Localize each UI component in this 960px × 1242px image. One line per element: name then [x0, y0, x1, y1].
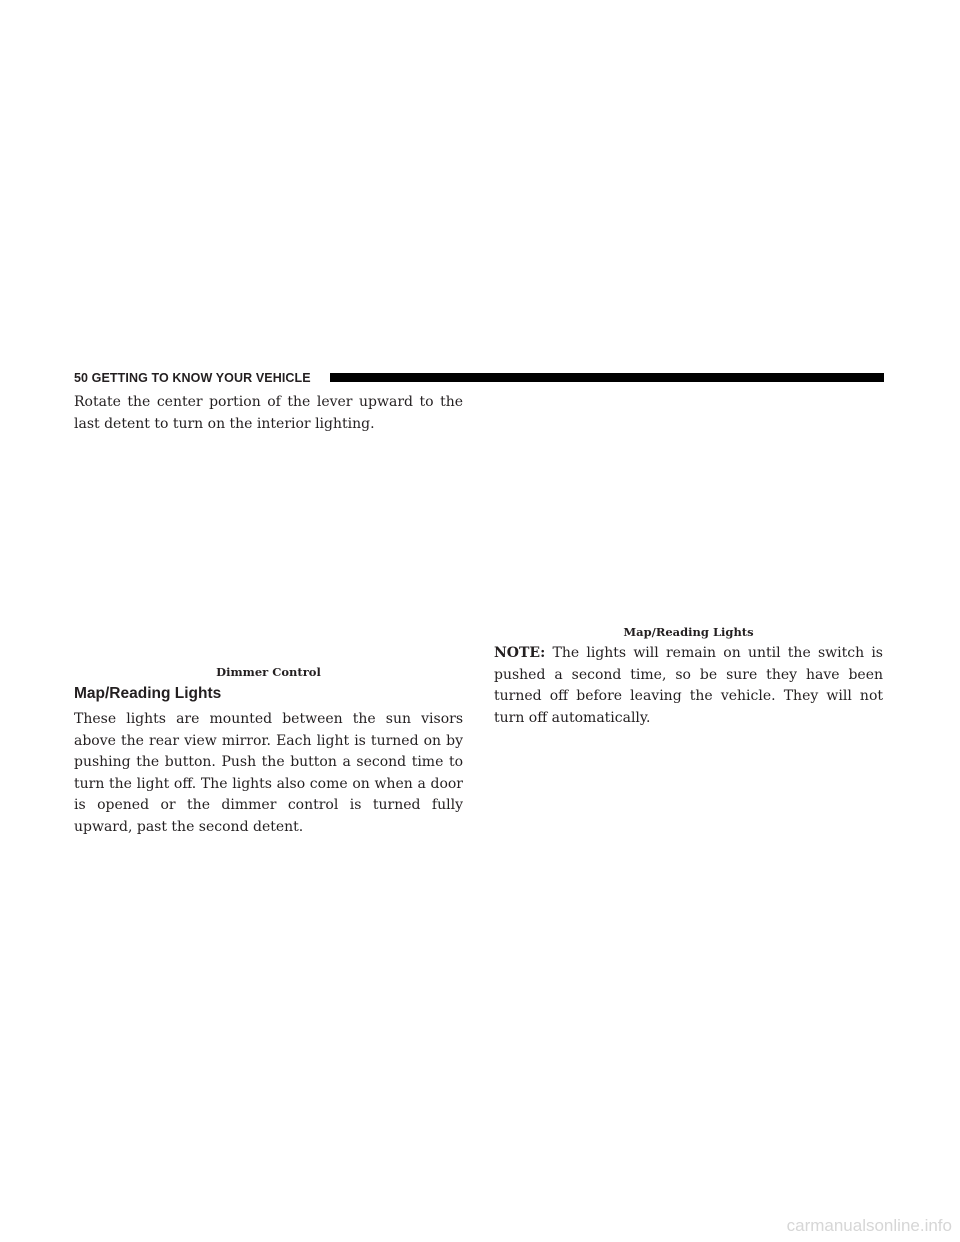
note-text: The lights will remain on until the switch is pushed a second time, so be sure they have been turned off before leaving the vehicle. They will not turn off automatically. — [494, 645, 883, 726]
body-paragraph: These lights are mounted between the sun visors above the rear view mirror. Each light is turned on by pushing the button. Push the button a second time to turn the light off. The lights also come on when a door is opened or the dimmer control is turned fully upward, past the second detent. — [74, 711, 463, 835]
left-column-body — [74, 709, 463, 839]
dimmer-control-caption: Dimmer Control — [216, 665, 321, 679]
page-header — [74, 370, 884, 386]
left-column-intro — [74, 392, 463, 435]
note-block — [494, 643, 883, 729]
note-paragraph — [494, 643, 883, 729]
section-heading: Map/Reading Lights — [74, 685, 222, 702]
watermark: carmanualsonline.info — [786, 1216, 952, 1235]
intro-paragraph: Rotate the center portion of the lever upward to the last detent to turn on the interior lighting. — [74, 394, 463, 432]
note-label: NOTE: — [494, 645, 546, 661]
header-rule — [330, 373, 884, 382]
page-number-title: 50 GETTING TO KNOW YOUR VEHICLE — [74, 371, 311, 385]
map-reading-lights-caption: Map/Reading Lights — [623, 625, 754, 639]
